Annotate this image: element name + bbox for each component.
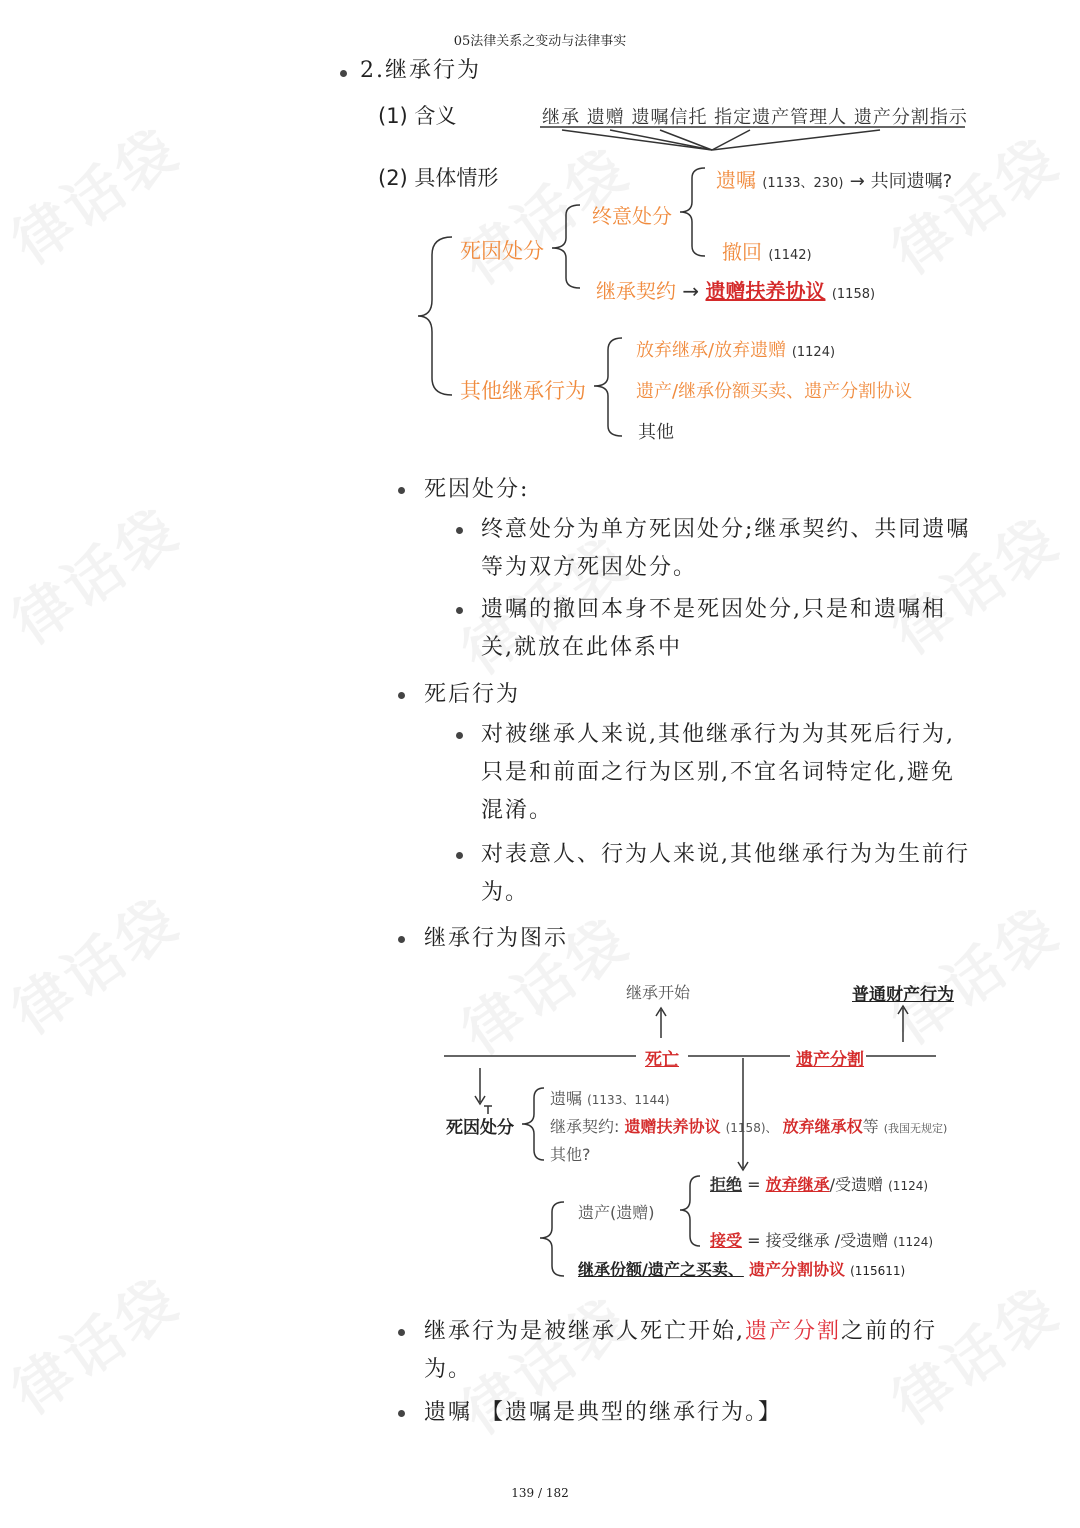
label-inheritance-start: 继承开始 [626,983,691,1002]
bullet-death-disposition: 死因处分: [424,477,530,502]
page-header: 05法律关系之变动与法律事实 [453,34,627,49]
left-death-disposition: 死因处分 [446,1118,514,1138]
bullet [398,1329,405,1336]
bottom-bullet-1: 继承行为是被继承人死亡开始,遗产分割之前的行为。 [424,1319,938,1382]
right-accept: 接受 = 接受继承 /受遗赠 (1124) [710,1231,934,1250]
node-inheritance-contract: 继承契约 → 遗赠扶养协议 (1158) [596,279,876,303]
group-death-disposition: 死因处分 [460,239,544,263]
label-ordinary-property-act: 普通财产行为 [852,985,954,1005]
right-estate-group: 遗产(遗赠) [578,1203,655,1222]
right-share-sale: 继承份额/遗产之买卖、 遗产分割协议 (115611) [578,1260,906,1279]
right-refuse: 拒绝 = 放弃继承/受遗赠 (1124) [710,1175,929,1194]
node-revoke: 撤回 (1142) [722,240,812,264]
node-renounce: 放弃继承/放弃遗赠 (1124) [636,340,836,361]
group-other-acts: 其他继承行为 [460,379,586,403]
node-will: 遗嘱 (1133、230) → 共同遗嘱? [716,168,953,192]
node-death: 死亡 [645,1050,679,1070]
node-final-disposition: 终意处分 [592,204,672,228]
bullet-after-death: 死后行为 [424,682,521,707]
section-title: 2.继承行为 [360,58,481,83]
node-estate-partition: 遗产分割 [796,1050,864,1070]
node-trade: 遗产/继承份额买卖、遗产分割协议 [636,381,913,402]
left-contract: 继承契约: 遗赠扶养协议 (1158)、 放弃继承权等 (我国无规定) [550,1117,948,1136]
sub-bullet: 对被继承人来说,其他继承行为为其死后行为,只是和前面之行为区别,不宜名词特定化,避免混淆。 [481,722,955,823]
bottom-bullet-2: 遗嘱 【遗嘱是典型的继承行为。】 [424,1400,783,1425]
sub-bullet: 对表意人、行为人来说,其他继承行为为生前行为。 [481,842,970,905]
sub-bullet: 终意处分为单方死因处分;继承契约、共同遗嘱等为双方死因处分。 [481,517,971,580]
node-other: 其他 [638,422,674,443]
bullet-diagram-title: 继承行为图示 [424,926,569,951]
left-other: 其他? [550,1145,591,1164]
cases-label: (2) 具体情形 [378,166,499,190]
meaning-label: (1) 含义 [378,104,457,128]
bullet [398,1410,405,1417]
meaning-terms: 继承 遗赠 遗嘱信托 指定遗产管理人 遗产分割指示 [542,107,968,128]
left-will: 遗嘱 (1133、1144) [550,1089,670,1108]
page-number: 139 / 182 [511,1486,569,1500]
sub-bullet: 遗嘱的撤回本身不是死因处分,只是和遗嘱相关,就放在此体系中 [481,597,946,660]
